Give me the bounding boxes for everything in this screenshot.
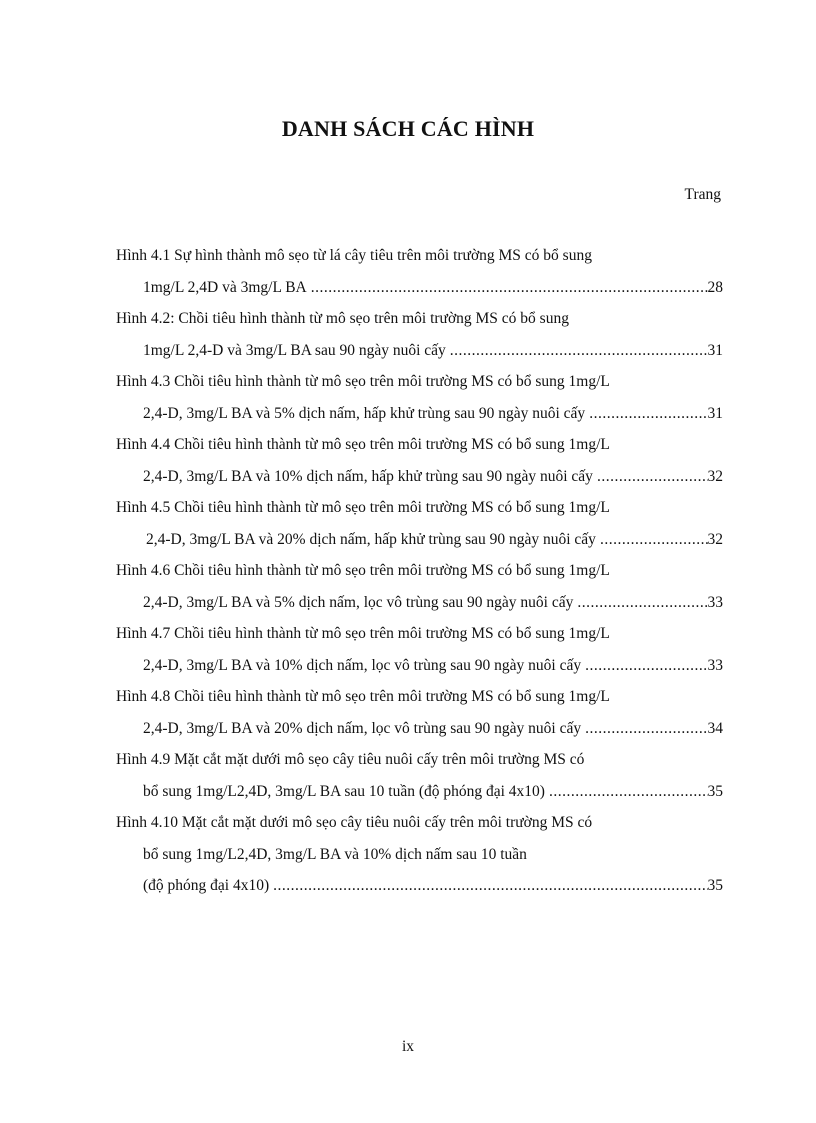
dot-leader — [273, 870, 707, 902]
entry-caption-end: 2,4-D, 3mg/L BA và 10% dịch nấm, lọc vô trùng sau 90 ngày nuôi cấy — [143, 656, 582, 674]
entry-caption-line: Hình 4.4 Chồi tiêu hình thành từ mô sẹo trên môi trường MS có bổ sung 1mg/L — [116, 436, 610, 453]
entry-continuation-line — [116, 272, 723, 304]
list-item[interactable] — [116, 744, 723, 807]
entry-continuation-line — [116, 713, 723, 745]
entry-continuation-line — [116, 398, 723, 430]
page-title: DANH SÁCH CÁC HÌNH — [281, 116, 535, 141]
entry-continuation-line — [116, 587, 723, 619]
entry-page-number[interactable]: 33 — [707, 656, 723, 674]
entry-caption-end: 1mg/L 2,4D và 3mg/L BA — [143, 278, 307, 296]
entry-caption-line: Hình 4.5 Chồi tiêu hình thành từ mô sẹo trên môi trường MS có bổ sung 1mg/L — [116, 499, 610, 516]
entry-continuation-line — [116, 461, 723, 493]
entry-caption-end: (độ phóng đại 4x10) — [143, 877, 270, 894]
dot-leader — [585, 650, 707, 682]
dot-leader — [577, 587, 707, 619]
entry-continuation-line — [116, 776, 723, 808]
entry-caption-line: bổ sung 1mg/L2,4D, 3mg/L BA và 10% dịch nấm sau 10 tuần — [143, 845, 527, 863]
entry-page-number[interactable]: 32 — [707, 467, 723, 485]
dot-leader — [311, 272, 708, 304]
entry-continuation-line — [116, 650, 723, 682]
list-item[interactable] — [116, 555, 723, 618]
entry-caption-line: Hình 4.3 Chồi tiêu hình thành từ mô sẹo trên môi trường MS có bổ sung 1mg/L — [116, 373, 610, 390]
entry-caption-line: Hình 4.7 Chồi tiêu hình thành từ mô sẹo trên môi trường MS có bổ sung 1mg/L — [116, 625, 610, 642]
entry-page-number[interactable]: 35 — [707, 877, 723, 894]
entry-caption-line: Hình 4.1 Sự hình thành mô sẹo từ lá cây tiêu trên môi trường MS có bổ sung — [116, 247, 592, 264]
entry-caption-line: Hình 4.6 Chồi tiêu hình thành từ mô sẹo trên môi trường MS có bổ sung 1mg/L — [116, 562, 610, 579]
entry-caption-end: 2,4-D, 3mg/L BA và 20% dịch nấm, lọc vô trùng sau 90 ngày nuôi cấy — [143, 719, 582, 737]
dot-leader — [600, 524, 708, 556]
list-item[interactable] — [116, 807, 723, 902]
dot-leader — [589, 398, 707, 430]
entry-page-number[interactable]: 28 — [707, 278, 723, 296]
entry-caption-end: 2,4-D, 3mg/L BA và 10% dịch nấm, hấp khử trùng sau 90 ngày nuôi cấy — [143, 467, 593, 485]
entry-continuation-line — [116, 335, 723, 367]
entry-caption-line: Hình 4.2: Chồi tiêu hình thành từ mô sẹo trên môi trường MS có bổ sung — [116, 310, 569, 327]
list-item[interactable] — [116, 492, 723, 555]
figure-list — [116, 240, 723, 902]
entry-caption-end: 2,4-D, 3mg/L BA và 5% dịch nấm, hấp khử trùng sau 90 ngày nuôi cấy — [143, 404, 586, 422]
list-item[interactable] — [116, 618, 723, 681]
entry-caption-end: 2,4-D, 3mg/L BA và 5% dịch nấm, lọc vô trùng sau 90 ngày nuôi cấy — [143, 593, 574, 611]
list-item[interactable] — [116, 681, 723, 744]
entry-caption-line: Hình 4.10 Mặt cắt mặt dưới mô sẹo cây tiêu nuôi cấy trên môi trường MS có — [116, 814, 593, 831]
dot-leader — [585, 713, 707, 745]
dot-leader — [450, 335, 708, 367]
dot-leader — [597, 461, 708, 493]
list-item[interactable] — [116, 366, 723, 429]
entry-continuation-line — [116, 870, 723, 902]
entry-continuation-line — [116, 524, 723, 556]
list-item[interactable] — [116, 303, 723, 366]
entry-caption-line: Hình 4.9 Mặt cắt mặt dưới mô sẹo cây tiêu nuôi cấy trên môi trường MS có — [116, 751, 585, 768]
page-column-header: Trang — [684, 186, 721, 203]
entry-caption-line: Hình 4.8 Chồi tiêu hình thành từ mô sẹo trên môi trường MS có bổ sung 1mg/L — [116, 688, 610, 705]
entry-caption-end: 2,4-D, 3mg/L BA và 20% dịch nấm, hấp khử trùng sau 90 ngày nuôi cấy — [146, 530, 596, 548]
entry-page-number[interactable]: 34 — [707, 719, 723, 737]
entry-page-number[interactable]: 35 — [707, 782, 723, 800]
entry-page-number[interactable]: 31 — [707, 404, 723, 422]
entry-page-number[interactable]: 31 — [707, 341, 723, 359]
page-number: ix — [401, 1038, 415, 1055]
entry-caption-end: bổ sung 1mg/L2,4D, 3mg/L BA sau 10 tuần (độ phóng đại 4x10) — [143, 782, 545, 800]
dot-leader — [549, 776, 708, 808]
list-item[interactable] — [116, 429, 723, 492]
entry-page-number[interactable]: 33 — [707, 593, 723, 611]
entry-caption-end: 1mg/L 2,4-D và 3mg/L BA sau 90 ngày nuôi cấy — [143, 341, 446, 359]
list-item[interactable] — [116, 240, 723, 303]
entry-page-number[interactable]: 32 — [707, 530, 723, 548]
